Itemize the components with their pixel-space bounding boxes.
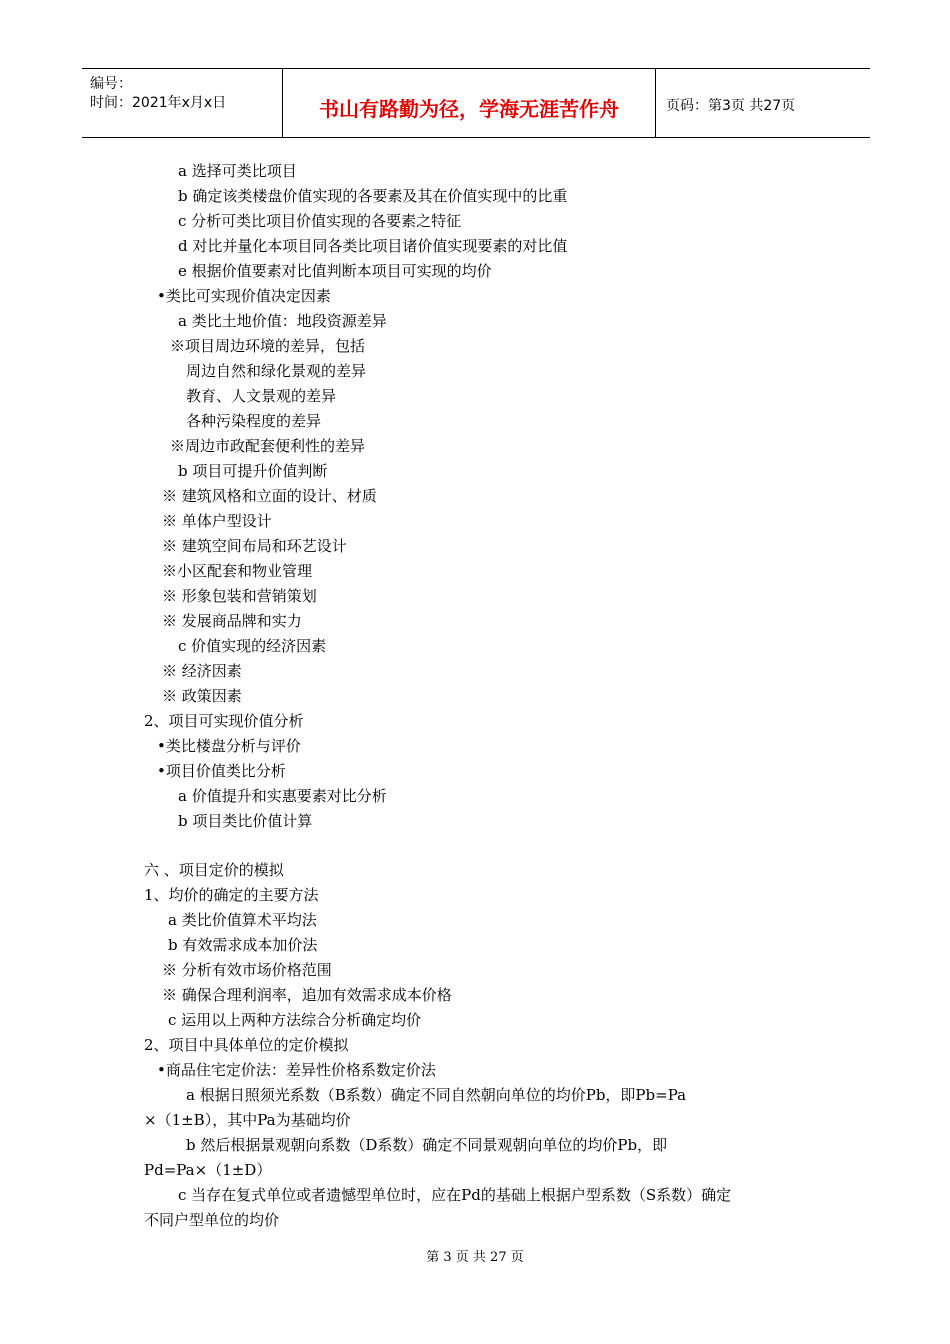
body-line: a 类比价值算术平均法 bbox=[168, 911, 317, 929]
body-line: 1、均价的确定的主要方法 bbox=[144, 886, 319, 904]
header-page-cell bbox=[656, 69, 870, 137]
body-line: c 分析可类比项目价值实现的各要素之特征 bbox=[178, 212, 462, 230]
body-line: ※ 建筑空间布局和环艺设计 bbox=[162, 537, 347, 555]
body-line: ※小区配套和物业管理 bbox=[162, 562, 313, 580]
body-line: b 项目可提升价值判断 bbox=[178, 462, 328, 480]
page-header bbox=[82, 68, 870, 138]
body-line: b 确定该类楼盘价值实现的各要素及其在价值实现中的比重 bbox=[178, 187, 568, 205]
document-date: 时间：2021年x月x日 bbox=[90, 95, 227, 111]
body-line: ※ 确保合理利润率，追加有效需求成本价格 bbox=[162, 986, 452, 1004]
body-line: •项目价值类比分析 bbox=[157, 762, 286, 780]
body-line: 不同户型单位的均价 bbox=[144, 1211, 280, 1229]
body-line: b 项目类比价值计算 bbox=[178, 812, 313, 830]
body-line: 2、项目可实现价值分析 bbox=[144, 712, 304, 730]
header-page-info: 页码：第3页 共27页 bbox=[666, 98, 796, 114]
body-line: ※项目周边环境的差异，包括 bbox=[170, 337, 366, 355]
body-line: 周边自然和绿化景观的差异 bbox=[186, 362, 367, 380]
body-line: c 当存在复式单位或者遗憾型单位时，应在Pd的基础上根据户型系数（S系数）确定 bbox=[178, 1186, 732, 1204]
body-line: c 运用以上两种方法综合分析确定均价 bbox=[168, 1011, 422, 1029]
body-line: d 对比并量化本项目同各类比项目诸价值实现要素的对比值 bbox=[178, 237, 568, 255]
document-number-label: 编号： bbox=[90, 76, 132, 92]
header-motto: 书山有路勤为径，学海无涯苦作舟 bbox=[319, 97, 619, 121]
body-line: ※ 建筑风格和立面的设计、材质 bbox=[162, 487, 377, 505]
body-line: •类比可实现价值决定因素 bbox=[157, 287, 331, 305]
body-line: ※ 发展商品牌和实力 bbox=[162, 612, 302, 630]
body-line: •类比楼盘分析与评价 bbox=[157, 737, 301, 755]
body-line: ※ 经济因素 bbox=[162, 662, 242, 680]
body-line: c 价值实现的经济因素 bbox=[178, 637, 327, 655]
body-line: ※ 形象包装和营销策划 bbox=[162, 587, 317, 605]
body-line: ×（1±B），其中Pa为基础均价 bbox=[144, 1111, 351, 1129]
body-line: a 价值提升和实惠要素对比分析 bbox=[178, 787, 387, 805]
body-line: b 然后根据景观朝向系数（D系数）确定不同景观朝向单位的均价Pb，即 bbox=[186, 1136, 668, 1154]
body-line: ※ 政策因素 bbox=[162, 687, 242, 705]
body-line: e 根据价值要素对比值判断本项目可实现的均价 bbox=[178, 262, 492, 280]
body-line: ※ 单体户型设计 bbox=[162, 512, 272, 530]
body-line: a 选择可类比项目 bbox=[178, 162, 297, 180]
body-line: b 有效需求成本加价法 bbox=[168, 936, 318, 954]
body-line: a 根据日照须光系数（B系数）确定不同自然朝向单位的均价Pb，即Pb=Pa bbox=[186, 1086, 687, 1104]
body-line: ※ 分析有效市场价格范围 bbox=[162, 961, 332, 979]
section-heading: 六 、项目定价的模拟 bbox=[144, 861, 284, 879]
header-meta-cell bbox=[82, 69, 283, 137]
body-line: 各种污染程度的差异 bbox=[186, 412, 322, 430]
body-line: ※周边市政配套便利性的差异 bbox=[170, 437, 366, 455]
body-line: 2、项目中具体单位的定价模拟 bbox=[144, 1036, 349, 1054]
header-motto-cell bbox=[283, 69, 656, 137]
body-line: Pd=Pa×（1±D） bbox=[144, 1161, 272, 1179]
page-footer: 第 3 页 共 27 页 bbox=[426, 1250, 524, 1265]
body-line: 教育、人文景观的差异 bbox=[186, 387, 337, 405]
body-line: a 类比土地价值：地段资源差异 bbox=[178, 312, 387, 330]
body-line: •商品住宅定价法：差异性价格系数定价法 bbox=[157, 1061, 436, 1079]
